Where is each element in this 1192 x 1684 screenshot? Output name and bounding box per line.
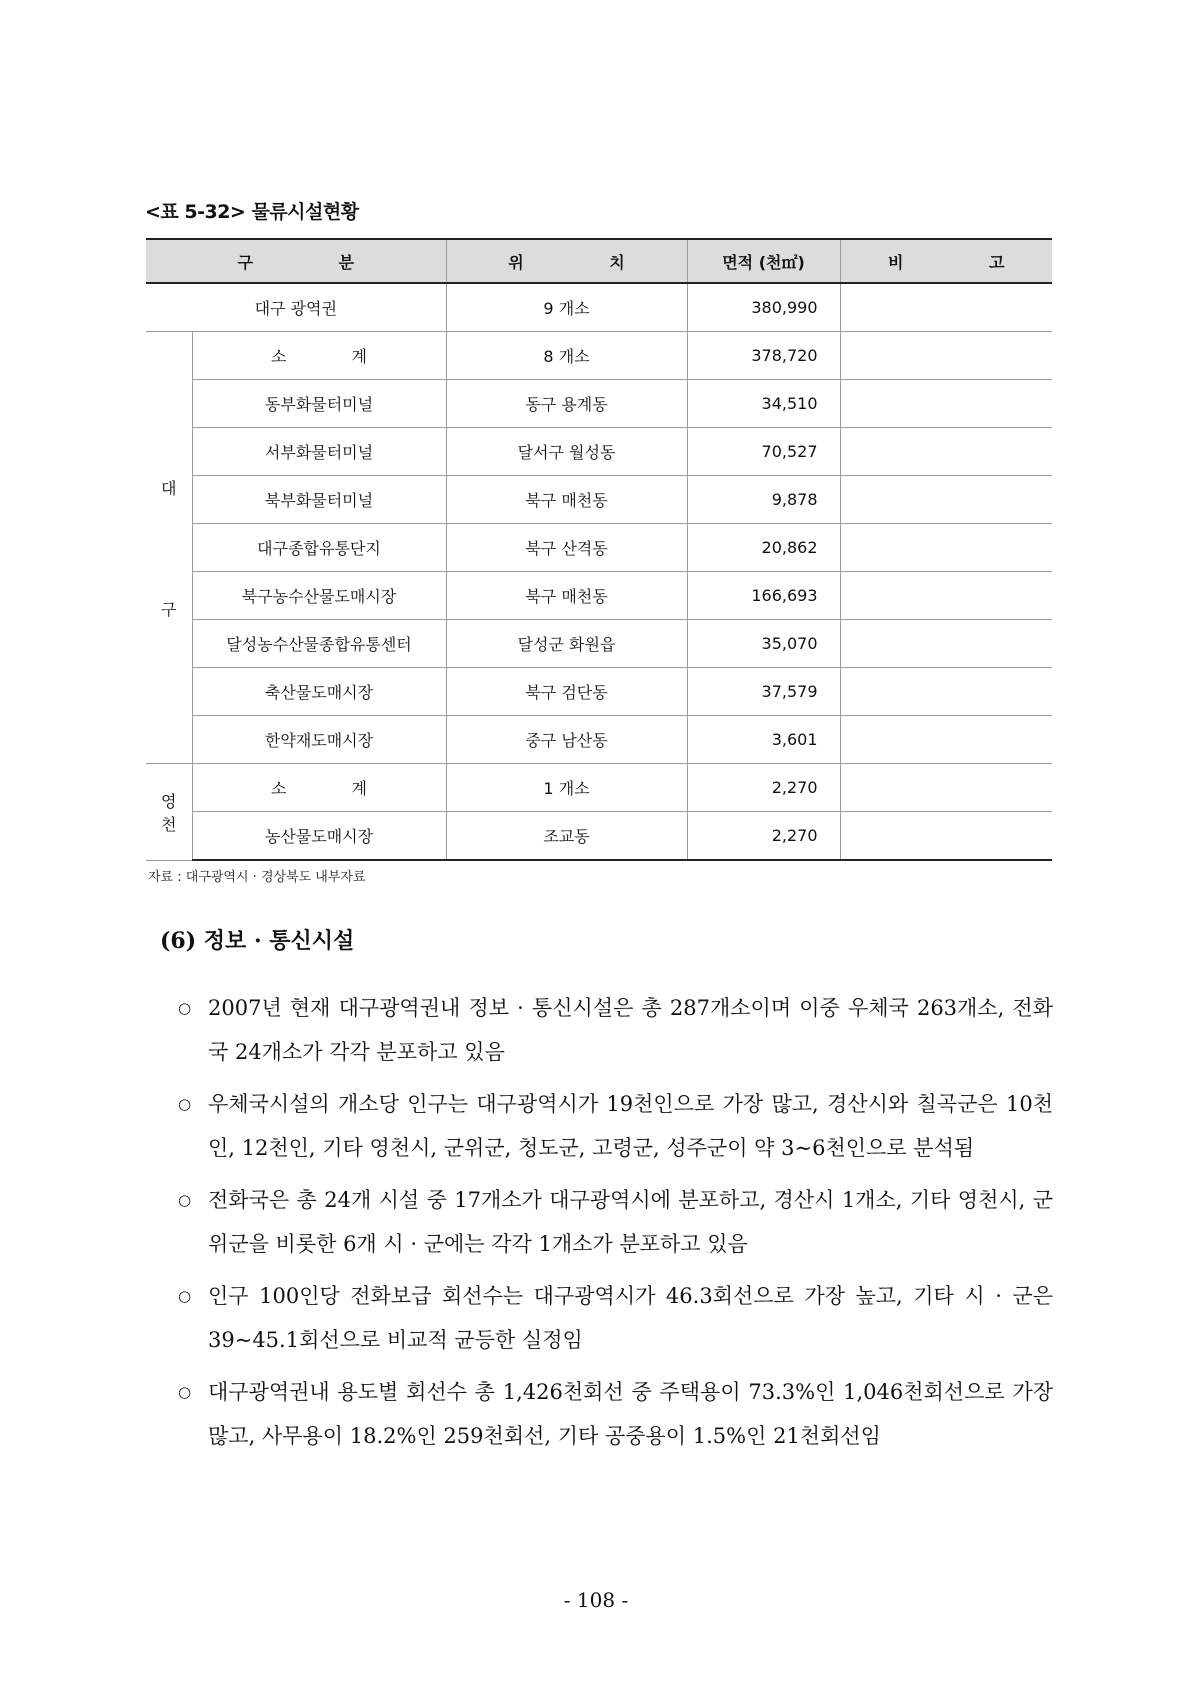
bullet-circle-icon: ○ [178,1383,192,1401]
cell-location: 조교동 [446,812,687,861]
table-caption: <표 5-32> 물류시설현황 [145,201,359,223]
cell-name: 서부화물터미널 [192,428,446,476]
cell-area: 70,527 [687,428,840,476]
header-location [446,239,687,283]
cell-location: 달서구 월성동 [446,428,687,476]
logistics-facility-table [146,238,1052,861]
table-row [146,572,1052,620]
bullet-item [178,1178,1053,1266]
bullet-item [178,1082,1053,1170]
header-category [146,239,446,283]
cell-name: 축산물도매시장 [192,668,446,716]
table-row [146,332,1052,380]
table-source: 자료 : 대구광역시 · 경상북도 내부자료 [148,870,366,885]
bullet-circle-icon: ○ [178,1095,192,1113]
table-row [146,668,1052,716]
cell-note [840,764,1052,812]
cell-location: 8 개소 [446,332,687,380]
cell-note [840,620,1052,668]
cell-name: 북구농수산물도매시장 [192,572,446,620]
cell-area: 166,693 [687,572,840,620]
page-number: - 108 - [563,1588,629,1612]
bullet-item [178,986,1053,1074]
table-row [146,764,1052,812]
group-label-bottom: 구 [161,599,177,619]
cell-name: 대구 광역권 [146,283,446,332]
cell-note [840,283,1052,332]
bullet-item [178,1370,1053,1458]
cell-area: 35,070 [687,620,840,668]
cell-location: 9 개소 [446,283,687,332]
bullet-circle-icon: ○ [178,1287,192,1305]
cell-location: 북구 산격동 [446,524,687,572]
header-category-text: 구 분 [237,252,354,272]
header-note-text: 비 고 [888,252,1005,272]
cell-area: 37,579 [687,668,840,716]
bullet-list [178,986,1053,1466]
cell-name: 북부화물터미널 [192,476,446,524]
cell-area: 9,878 [687,476,840,524]
cell-note [840,380,1052,428]
table-header-row [146,239,1052,283]
cell-area: 20,862 [687,524,840,572]
cell-location: 북구 검단동 [446,668,687,716]
bullet-text: 우체국시설의 개소당 인구는 대구광역시가 19천인으로 가장 많고, 경산시와 칠곡군은 10천인, 12천인, 기타 영천시, 군위군, 청도군, 고령군, 성주군이 약 3∼6천인으로 분석됨 [208,1092,1053,1160]
bullet-circle-icon: ○ [178,999,192,1017]
cell-name: 달성농수산물종합유통센터 [192,620,446,668]
header-location-text: 위 치 [508,252,625,272]
cell-name: 동부화물터미널 [192,380,446,428]
bullet-item [178,1274,1053,1362]
cell-location: 북구 매천동 [446,476,687,524]
cell-note [840,812,1052,861]
cell-name: 농산물도매시장 [192,812,446,861]
bullet-text: 2007년 현재 대구광역권내 정보 · 통신시설은 총 287개소이며 이중 우체국 263개소, 전화국 24개소가 각각 분포하고 있음 [208,996,1053,1064]
group-label-top: 대 [161,478,177,498]
bullet-circle-icon: ○ [178,1191,192,1209]
cell-area: 34,510 [687,380,840,428]
cell-note [840,428,1052,476]
table-row [146,524,1052,572]
cell-note [840,524,1052,572]
bullet-text: 대구광역권내 용도별 회선수 총 1,426천회선 중 주택용이 73.3%인 1,046천회선으로 가장 많고, 사무용이 18.2%인 259천회선, 기타 공중용이 1.5%인 21천회선임 [208,1380,1053,1448]
cell-area: 3,601 [687,716,840,764]
header-note [840,239,1052,283]
table-row [146,620,1052,668]
section-title: (6) 정보 · 통신시설 [160,928,355,954]
cell-note [840,572,1052,620]
cell-name: 대구종합유통단지 [192,524,446,572]
table-row [146,812,1052,861]
cell-name: 소 계 [192,332,446,380]
table-row [146,476,1052,524]
cell-note [840,476,1052,524]
cell-area: 378,720 [687,332,840,380]
cell-note [840,332,1052,380]
cell-area: 2,270 [687,812,840,861]
group-label [146,332,192,764]
bullet-text: 인구 100인당 전화보급 회선수는 대구광역시가 46.3회선으로 가장 높고, 기타 시 · 군은 39∼45.1회선으로 비교적 균등한 실정임 [208,1284,1053,1352]
cell-note [840,716,1052,764]
table-row-total [146,283,1052,332]
cell-location: 중구 남산동 [446,716,687,764]
header-area: 면적 (천㎡) [687,239,840,283]
cell-area: 2,270 [687,764,840,812]
cell-location: 1 개소 [446,764,687,812]
table-row [146,428,1052,476]
cell-location: 북구 매천동 [446,572,687,620]
cell-location: 동구 용계동 [446,380,687,428]
group-label: 영천 [146,764,192,861]
cell-location: 달성군 화원읍 [446,620,687,668]
cell-name: 소 계 [192,764,446,812]
cell-name: 한약재도매시장 [192,716,446,764]
table-row [146,380,1052,428]
cell-area: 380,990 [687,283,840,332]
cell-note [840,668,1052,716]
bullet-text: 전화국은 총 24개 시설 중 17개소가 대구광역시에 분포하고, 경산시 1개소, 기타 영천시, 군위군을 비롯한 6개 시 · 군에는 각각 1개소가 분포하고 있음 [208,1188,1053,1256]
table-row [146,716,1052,764]
